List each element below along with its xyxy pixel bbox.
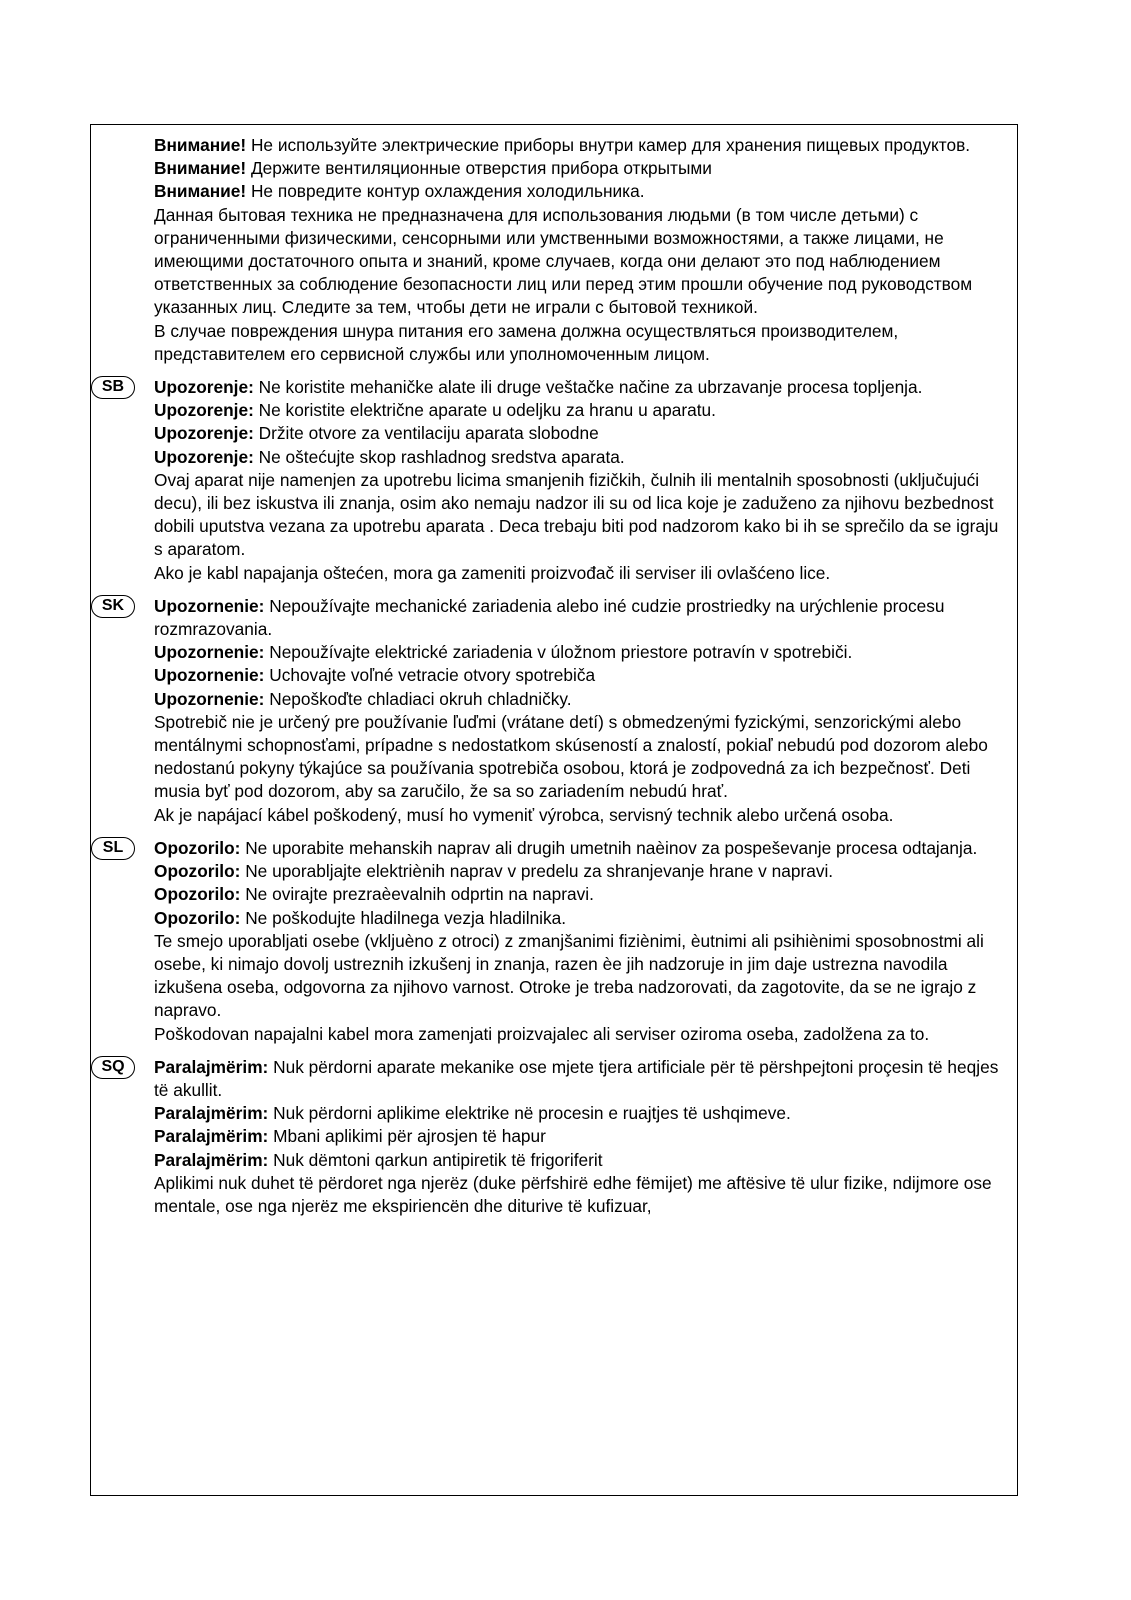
paragraph (154, 422, 1004, 445)
warning-label: Внимание! (154, 135, 247, 155)
paragraph (154, 595, 1004, 641)
warning-label: Paralajmërim: (154, 1056, 269, 1077)
paragraph-text: Te smejo uporabljati osebe (vkljuèno z otroci) z zmanjšanimi fiziènimi, èutnimi ali psihiènimi sposobnostmi ali osebe, ki nimajo dovolj ustreznih izkušenj in znanja, razen èe jih nadzoruje in jim daje ustrezna navodila izkušena oseba, odgovorna za njihovo varnost. Otroke je treba nadzorovati, da zagotovite, da se ne igrajo z napravo. (154, 930, 984, 1021)
section-sb (101, 376, 1004, 585)
warning-label: Upozornenie: (154, 688, 265, 709)
paragraph-text: Nuk përdorni aparate mekanike ose mjete tjera artificiale për të përshpejtoni proçesin të heqjes të akullit. (154, 1056, 999, 1100)
paragraph (154, 837, 1004, 860)
paragraph-text: Nepoužívajte elektrické zariadenia v úložnom priestore potravín v spotrebiči. (264, 642, 853, 663)
paragraph-text: Uchovajte voľné vetracie otvory spotrebiča (264, 665, 596, 686)
paragraph-text: Держите вентиляционные отверстия прибора открытыми (246, 158, 712, 179)
paragraph-text: В случае повреждения шнура питания его замена должна осуществляться производителем, представителем его сервисной службы или уполномоченным лицом. (154, 320, 899, 364)
warning-label: Upozorenje: (154, 423, 254, 444)
paragraph (154, 204, 1004, 320)
paragraph (154, 376, 1004, 399)
warning-label: Upozornenie: (154, 665, 265, 686)
paragraph-text: Mbani aplikimi për ajrosjen të hapur (268, 1126, 546, 1147)
paragraph (154, 1149, 1004, 1172)
language-code-badge: SQ (91, 1056, 135, 1079)
paragraph-text: Ovaj aparat nije namenjen za upotrebu licima smanjenih fizičkih, čulnih ili mentalnih sposobnosti (uključujući decu), ili bez iskustva ili znanja, osim ako nemaju nadzor ili su od lica koje je zaduženo za njihovu bezbednost dobili uputstva vezana za upotrebu aparata . Deca trebaju biti pod nadzorom kako bi ih se sprečilo da se igraju s aparatom. (154, 469, 999, 560)
warning-label: Paralajmërim: (154, 1103, 269, 1124)
paragraph (154, 641, 1004, 664)
paragraph (154, 907, 1004, 930)
paragraph-text: Ne oštećujte skop rashladnog sredstva aparata. (253, 446, 625, 467)
section-sq (101, 1056, 1004, 1218)
paragraph-text: Nepoužívajte mechanické zariadenia alebo iné cudzie prostriedky na urýchlenie procesu rozmrazovania. (154, 595, 945, 640)
paragraph-text: Nuk përdorni aplikime elektrike në procesin e ruajtjes të ushqimeve. (268, 1103, 791, 1124)
warning-label: Внимание! (154, 181, 247, 202)
paragraph-text: Spotrebič nie je určený pre používanie ľuďmi (vrátane detí) s obmedzenými fyzickými, senzorickými alebo mentálnymi schopnosťami, prípadne s nedostatkom skúseností a znalostí, pokiaľ nebudú pod dozorom alebo nedostanú pokyny týkajúce sa používania spotrebiča osobou, ktorá je zodpovedná za ich bezpečnosť. Deti musia byť pod dozorom, aby sa zaručilo, že sa so zariadením nebudú hrať. (154, 711, 988, 802)
language-code-badge: SK (91, 595, 135, 618)
paragraph (154, 711, 1004, 804)
paragraph-text: Ak je napájací kábel poškodený, musí ho vymeniť výrobca, servisný technik alebo určená osoba. (154, 804, 894, 825)
warning-label: Paralajmërim: (154, 1126, 269, 1147)
paragraph-text: Ne uporabljajte elektriènih naprav v predelu za shranjevanje hrane v napravi. (240, 861, 834, 882)
paragraph (154, 1172, 1004, 1218)
warning-label: Upozorenje: (154, 400, 254, 421)
paragraph (154, 1023, 1004, 1046)
paragraph (154, 446, 1004, 469)
paragraph (154, 180, 1004, 203)
paragraph-text: Ne poškodujte hladilnega vezja hladilnika. (240, 907, 567, 928)
paragraph-text: Данная бытовая техника не предназначена для использования людьми (в том числе детьми) с ограниченными физическими, сенсорными или умственными возможностями, а также лицами, не имеющими достаточного опыта и знаний, кроме случаев, когда они делают это под наблюдением ответственных за соблюдение безопасности лиц или перед этим прошли обучение под руководством указанных лиц. Следите за тем, чтобы дети не играли с бытовой техникой. (154, 204, 973, 318)
paragraph (154, 883, 1004, 906)
paragraph-text: Nepoškoďte chladiaci okruh chladničky. (264, 688, 572, 709)
paragraph (154, 320, 1004, 366)
language-code-badge: SB (91, 376, 135, 399)
paragraph (154, 664, 1004, 687)
language-code-badge: SL (91, 837, 135, 860)
paragraph (154, 562, 1004, 585)
paragraph-text: Не используйте электрические приборы внутри камер для хранения пищевых продуктов. (246, 135, 971, 155)
paragraph-text: Držite otvore za ventilaciju aparata slobodne (253, 423, 599, 444)
paragraph-text: Не повредите контур охлаждения холодильника. (246, 181, 645, 202)
paragraph (154, 399, 1004, 422)
paragraph (154, 688, 1004, 711)
warning-label: Opozorilo: (154, 861, 241, 882)
paragraph (154, 157, 1004, 180)
warning-label: Upozornenie: (154, 595, 265, 616)
paragraph (154, 860, 1004, 883)
paragraph-text: Poškodovan napajalni kabel mora zamenjati proizvajalec ali serviser oziroma oseba, zadolžena za to. (154, 1023, 930, 1044)
paragraph-text: Ako je kabl napajanja oštećen, mora ga zameniti proizvođač ili serviser ili ovlašćeno lice. (154, 562, 831, 583)
warning-label: Upozorenje: (154, 446, 254, 467)
paragraph-text: Ne uporabite mehanskih naprav ali drugih umetnih naèinov za pospeševanje procesa odtajanja. (240, 837, 978, 858)
paragraph (154, 930, 1004, 1023)
section-ru (154, 134, 1004, 366)
paragraph (154, 1056, 1004, 1102)
warning-label: Paralajmërim: (154, 1149, 269, 1170)
warning-label: Opozorilo: (154, 837, 241, 858)
paragraph (154, 1102, 1004, 1125)
paragraph-text: Ne ovirajte prezraèevalnih odprtin na napravi. (240, 884, 594, 905)
paragraph-text: Aplikimi nuk duhet të përdoret nga njerëz (duke përfshirë edhe fëmijet) me aftësive të ulur fizike, ndijmore ose mentale, ose nga njerëz me ekspiriencën dhe diturive të kufizuar, (154, 1172, 992, 1216)
warning-label: Opozorilo: (154, 884, 241, 905)
paragraph (154, 469, 1004, 562)
warning-label: Внимание! (154, 158, 247, 179)
paragraph (154, 1125, 1004, 1148)
paragraph-text: Nuk dëmtoni qarkun antipiretik të frigoriferit (268, 1149, 603, 1170)
section-sk (101, 595, 1004, 827)
paragraph-text: Ne koristite mehaničke alate ili druge veštačke načine za ubrzavanje procesa topljenja. (253, 377, 923, 398)
warning-label: Opozorilo: (154, 907, 241, 928)
document-body (101, 134, 1004, 1218)
section-sl (102, 837, 1004, 1046)
paragraph-text: Ne koristite električne aparate u odeljku za hranu u aparatu. (253, 400, 716, 421)
warning-label: Upozornenie: (154, 642, 265, 663)
paragraph (154, 134, 1004, 157)
warning-label: Upozorenje: (154, 377, 254, 398)
paragraph (154, 804, 1004, 827)
